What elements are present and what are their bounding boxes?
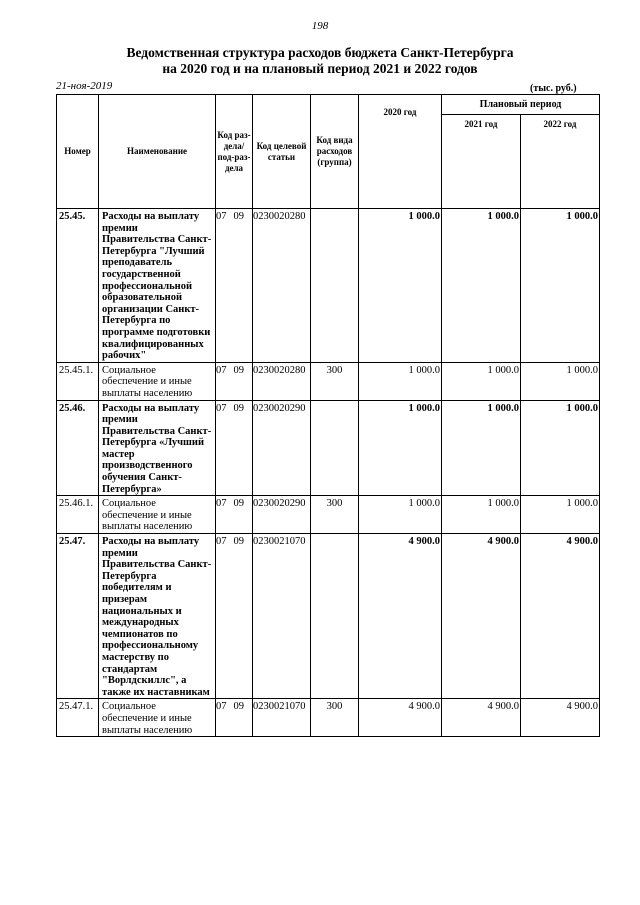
row-section-code xyxy=(216,534,253,699)
header-2022: 2022 год xyxy=(521,115,600,209)
row-section-code xyxy=(216,496,253,534)
subsection-code: 09 xyxy=(233,701,244,713)
row-target-code: 0230021070 xyxy=(253,534,311,699)
row-number: 25.47. xyxy=(57,534,99,699)
row-expense-code xyxy=(311,400,359,496)
row-value-2021: 4 900.0 xyxy=(442,534,521,699)
row-value-2022: 1 000.0 xyxy=(521,496,600,534)
row-number: 25.46.1. xyxy=(57,496,99,534)
row-expense-code: 300 xyxy=(311,362,359,400)
subsection-code: 09 xyxy=(233,536,244,548)
row-target-code: 0230020290 xyxy=(253,400,311,496)
row-name: Социальное обеспечение и иные выплаты населению xyxy=(99,362,216,400)
row-value-2020: 1 000.0 xyxy=(359,496,442,534)
row-value-2021: 1 000.0 xyxy=(442,496,521,534)
row-section-code xyxy=(216,209,253,363)
row-value-2020: 1 000.0 xyxy=(359,209,442,363)
row-expense-code xyxy=(311,209,359,363)
row-name: Социальное обеспечение и иные выплаты населению xyxy=(99,496,216,534)
row-value-2022: 4 900.0 xyxy=(521,699,600,737)
subsection-code: 09 xyxy=(233,498,244,510)
subsection-code: 09 xyxy=(233,211,244,222)
row-value-2022: 1 000.0 xyxy=(521,362,600,400)
table-row xyxy=(57,496,600,534)
section-code: 07 xyxy=(216,211,227,222)
row-value-2022: 1 000.0 xyxy=(521,209,600,363)
row-expense-code xyxy=(311,534,359,699)
header-2021: 2021 год xyxy=(442,115,521,209)
table-row xyxy=(57,534,600,699)
title-line-1: Ведомственная структура расходов бюджета Санкт-Петербурга xyxy=(126,45,514,60)
section-code: 07 xyxy=(216,498,227,510)
table-header xyxy=(57,95,600,209)
row-expense-code: 300 xyxy=(311,496,359,534)
header-code-section: Код раз-дела/ под-раз-дела xyxy=(216,95,253,209)
row-number: 25.47.1. xyxy=(57,699,99,737)
row-number: 25.45. xyxy=(57,209,99,363)
header-2020: 2020 год xyxy=(359,95,442,209)
row-value-2020: 1 000.0 xyxy=(359,362,442,400)
row-number: 25.45.1. xyxy=(57,362,99,400)
header-code-expense: Код вида расходов (группа) xyxy=(311,95,359,209)
section-code: 07 xyxy=(216,701,227,713)
header-planned-period: Плановый период xyxy=(442,95,600,115)
row-value-2021: 1 000.0 xyxy=(442,362,521,400)
table-row xyxy=(57,209,600,363)
header-number: Номер xyxy=(57,95,99,209)
row-target-code: 0230020280 xyxy=(253,209,311,363)
table-row xyxy=(57,362,600,400)
row-target-code: 0230021070 xyxy=(253,699,311,737)
row-value-2021: 1 000.0 xyxy=(442,209,521,363)
section-code: 07 xyxy=(216,536,227,548)
header-name: Наименование xyxy=(99,95,216,209)
row-value-2020: 4 900.0 xyxy=(359,699,442,737)
row-value-2020: 1 000.0 xyxy=(359,400,442,496)
title-line-2: на 2020 год и на плановый период 2021 и 2022 годов xyxy=(162,61,478,76)
units-label: (тыс. руб.) xyxy=(530,83,577,94)
section-code: 07 xyxy=(216,402,227,414)
row-value-2022: 1 000.0 xyxy=(521,400,600,496)
budget-table xyxy=(56,94,600,737)
row-name: Расходы на выплату премии Правительства Санкт-Петербурга «Лучший мастер производственного обучения Санкт-Петербурга» xyxy=(99,400,216,496)
row-name: Социальное обеспечение и иные выплаты населению xyxy=(99,699,216,737)
header-code-target: Код целевой статьи xyxy=(253,95,311,209)
row-name: Расходы на выплату премии Правительства Санкт-Петербурга "Лучший преподаватель государственной профессиональной образовательной организации Санкт-Петербурга по программе подготовки квалифицированных рабочих" xyxy=(99,209,216,363)
table-body xyxy=(57,209,600,737)
row-value-2020: 4 900.0 xyxy=(359,534,442,699)
row-section-code xyxy=(216,362,253,400)
row-section-code xyxy=(216,400,253,496)
page-number: 198 xyxy=(311,20,329,32)
subsection-code: 09 xyxy=(233,402,244,414)
row-value-2021: 4 900.0 xyxy=(442,699,521,737)
row-value-2021: 1 000.0 xyxy=(442,400,521,496)
row-value-2022: 4 900.0 xyxy=(521,534,600,699)
subsection-code: 09 xyxy=(233,364,244,376)
row-section-code xyxy=(216,699,253,737)
row-number: 25.46. xyxy=(57,400,99,496)
document-title xyxy=(0,45,640,77)
section-code: 07 xyxy=(216,364,227,376)
table-row xyxy=(57,400,600,496)
row-target-code: 0230020280 xyxy=(253,362,311,400)
row-name: Расходы на выплату премии Правительства Санкт-Петербурга победителям и призерам национальных и международных чемпионатов по профессиональному мастерству по стандартам "Ворлдскиллс", а также их наставникам xyxy=(99,534,216,699)
table-row xyxy=(57,699,600,737)
row-target-code: 0230020290 xyxy=(253,496,311,534)
document-date: 21-ноя-2019 xyxy=(56,80,113,92)
row-expense-code: 300 xyxy=(311,699,359,737)
